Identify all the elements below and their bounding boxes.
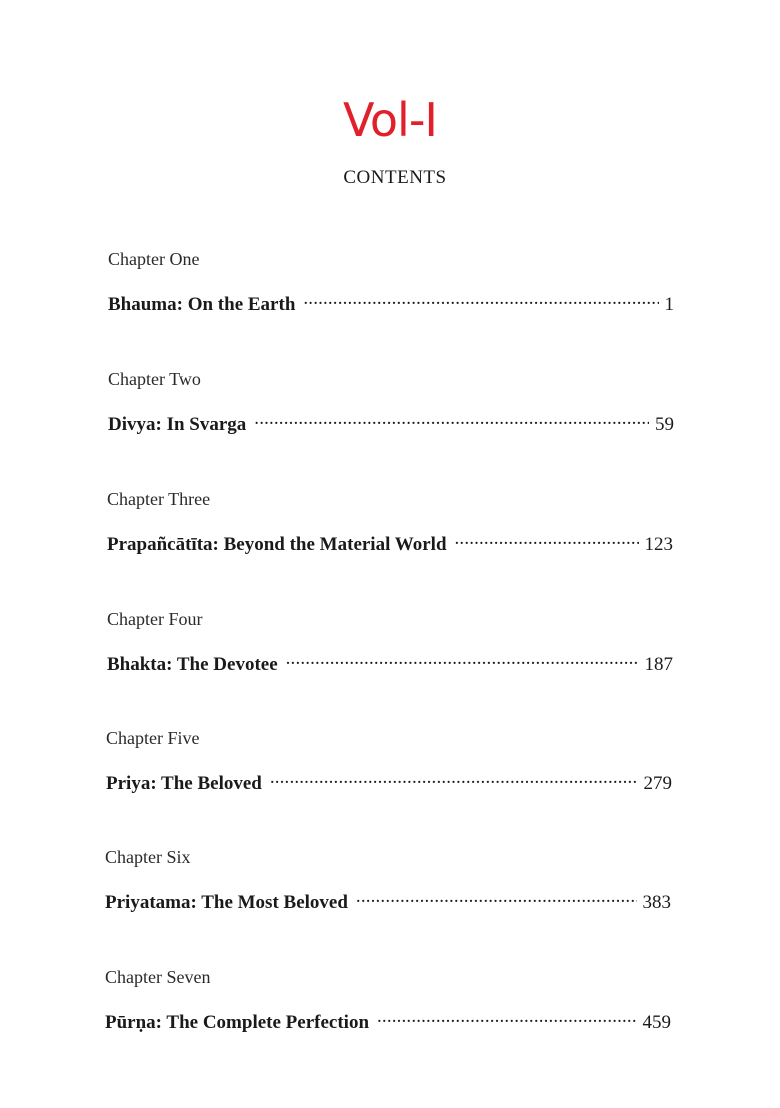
page-number: 187	[644, 654, 673, 675]
volume-title: Vol-I	[343, 93, 437, 147]
toc-entry[interactable]	[106, 767, 672, 795]
toc-chapter-6	[105, 846, 671, 914]
page-number: 123	[644, 534, 673, 555]
entry-title: Prapañcātīta: Beyond the Material World	[107, 534, 447, 555]
toc-entry[interactable]	[107, 648, 673, 676]
chapter-label: Chapter Five	[106, 728, 200, 748]
contents-heading: CONTENTS	[343, 167, 447, 188]
toc-chapter-1	[108, 248, 674, 316]
toc-chapter-7	[105, 966, 671, 1034]
chapter-label: Chapter Seven	[105, 967, 211, 987]
page-number: 279	[643, 773, 672, 794]
chapter-label: Chapter Three	[107, 489, 211, 509]
toc-chapter-4	[107, 608, 673, 676]
entry-title: Bhauma: On the Earth	[108, 294, 296, 315]
toc-entry[interactable]	[105, 886, 671, 914]
dot-leader	[356, 886, 637, 908]
chapter-label: Chapter One	[108, 249, 200, 269]
entry-title: Priya: The Beloved	[106, 773, 262, 794]
toc-chapter-2	[108, 368, 674, 436]
chapter-label: Chapter Six	[105, 847, 191, 867]
entry-title: Pūrṇa: The Complete Perfection	[105, 1012, 370, 1033]
entry-title: Divya: In Svarga	[108, 414, 247, 435]
toc-entry[interactable]	[108, 408, 674, 436]
toc-chapter-5	[106, 727, 672, 795]
toc-chapter-3	[107, 488, 673, 556]
entry-title: Bhakta: The Devotee	[107, 654, 278, 675]
chapter-label: Chapter Two	[108, 369, 201, 389]
dot-leader	[455, 528, 639, 550]
dot-leader	[270, 767, 638, 789]
page-number: 1	[664, 294, 674, 315]
dot-leader	[254, 408, 649, 430]
chapter-label: Chapter Four	[107, 609, 203, 629]
entry-title: Priyatama: The Most Beloved	[105, 892, 348, 913]
dot-leader	[303, 288, 658, 310]
page-number: 459	[642, 1012, 671, 1033]
toc-entry[interactable]	[105, 1006, 671, 1034]
toc-entry[interactable]	[107, 528, 673, 556]
dot-leader	[377, 1006, 636, 1028]
toc-entry[interactable]	[108, 288, 674, 316]
dot-leader	[286, 648, 639, 670]
page-number: 59	[655, 414, 674, 435]
page-number: 383	[642, 892, 671, 913]
